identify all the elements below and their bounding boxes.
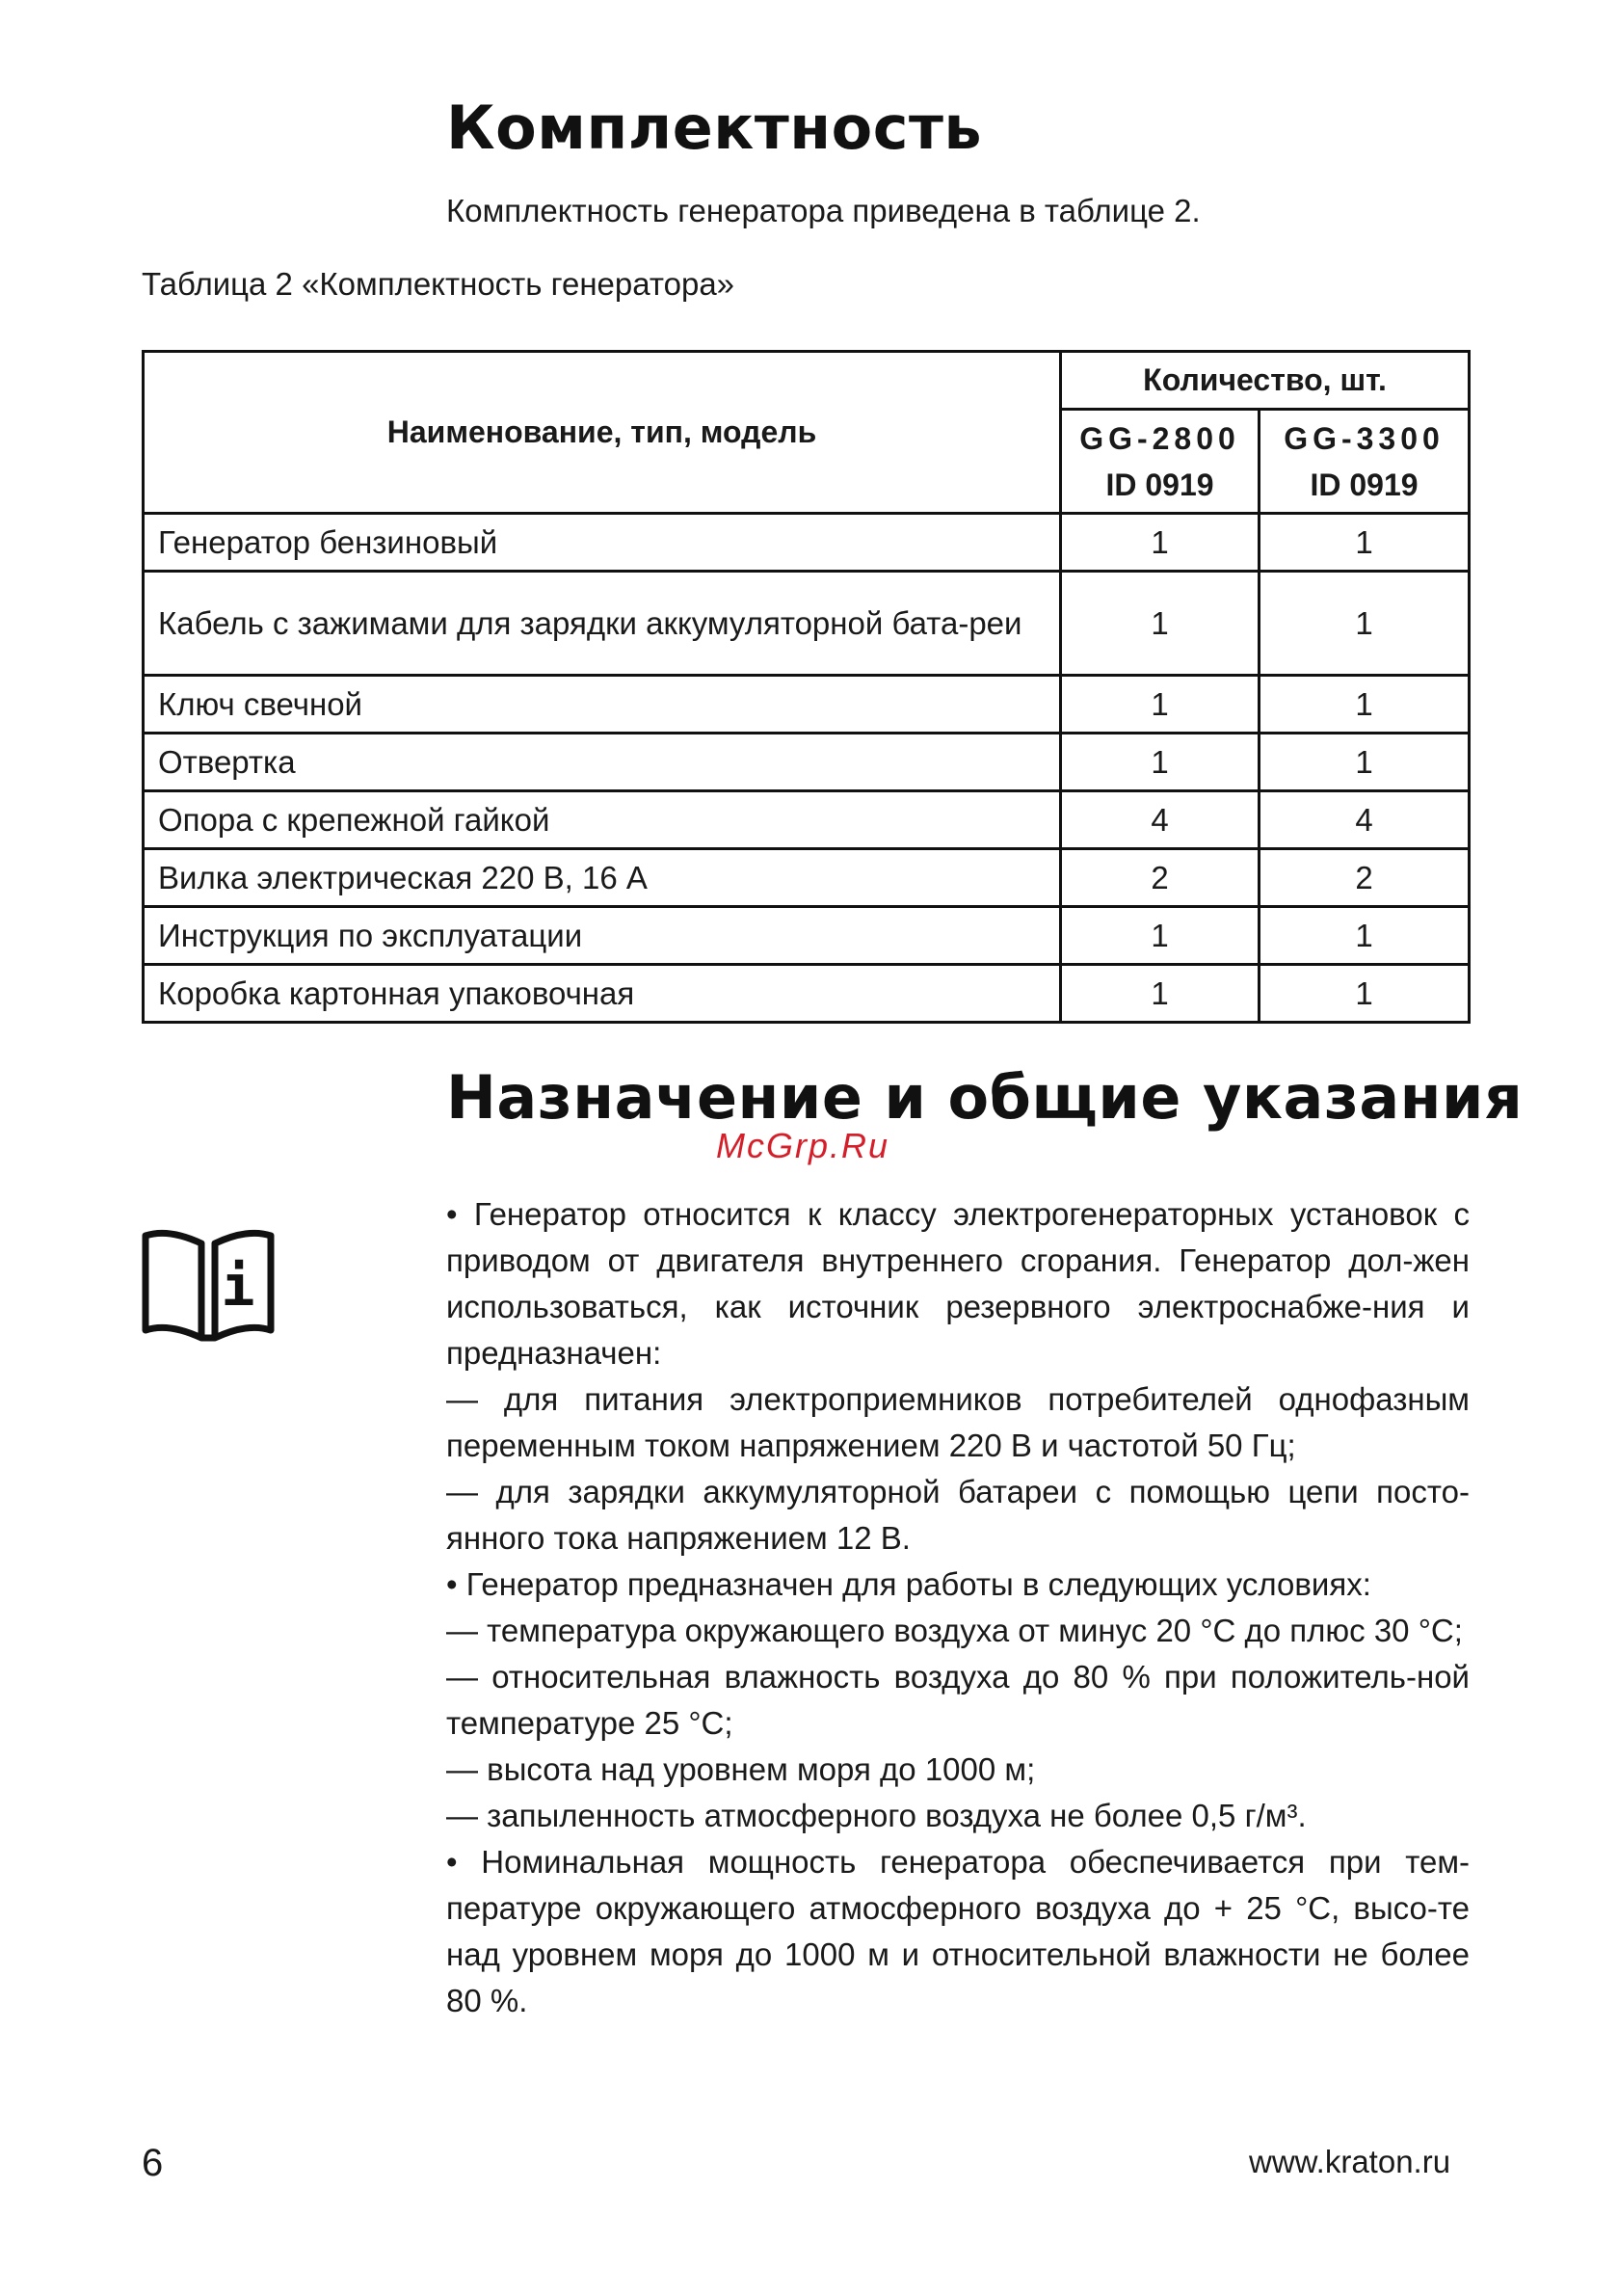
- section-title-completeness: Комплектность: [446, 93, 983, 163]
- row-qty-1: 4: [1061, 791, 1260, 849]
- table-row: [144, 676, 1470, 734]
- paragraph: — для зарядки аккумуляторной батареи с помощью цепи посто-янного тока напряжением 12 В.: [446, 1474, 1470, 1556]
- completeness-table: [142, 350, 1471, 1024]
- paragraph: — высота над уровнем моря до 1000 м;: [446, 1751, 1036, 1787]
- row-qty-1: 1: [1061, 572, 1260, 676]
- row-name: Вилка электрическая 220 В, 16 А: [144, 849, 1061, 907]
- model-1-id: ID 0919: [1105, 467, 1214, 502]
- model-1-code: GG-2800: [1079, 420, 1240, 456]
- model-2-id: ID 0919: [1310, 467, 1419, 502]
- purpose-body: [446, 1191, 1470, 2024]
- table-row: [144, 849, 1470, 907]
- paragraph: • Номинальная мощность генератора обеспечивается при тем-пературе окружающего атмосферного воздуха до + 25 °С, высо-те над уровнем моря до 1000 м и относительной влажности не более 80 %.: [446, 1844, 1470, 2018]
- row-qty-2: 1: [1260, 965, 1470, 1023]
- row-qty-2: 4: [1260, 791, 1470, 849]
- table-row: [144, 572, 1470, 676]
- row-name: Кабель с зажимами для зарядки аккумуляторной бата-реи: [144, 572, 1061, 676]
- row-name: Отвертка: [144, 734, 1061, 791]
- row-name: Опора с крепежной гайкой: [144, 791, 1061, 849]
- table-row: [144, 965, 1470, 1023]
- svg-text:i: i: [221, 1253, 255, 1319]
- row-qty-2: 1: [1260, 907, 1470, 965]
- paragraph: — относительная влажность воздуха до 80 % при положитель-ной температуре 25 °С;: [446, 1659, 1470, 1741]
- row-name: Ключ свечной: [144, 676, 1061, 734]
- model-2-code: GG-3300: [1284, 420, 1445, 456]
- table-row: [144, 791, 1470, 849]
- table-caption: Таблица 2 «Комплектность генератора»: [142, 266, 735, 302]
- website-link[interactable]: www.kraton.ru: [1249, 2144, 1451, 2179]
- row-qty-1: 1: [1061, 965, 1260, 1023]
- header-model-2: [1260, 410, 1470, 514]
- row-name: Инструкция по эксплуатации: [144, 907, 1061, 965]
- paragraph: — температура окружающего воздуха от минус 20 °С до плюс 30 °С;: [446, 1613, 1463, 1648]
- page-number: 6: [142, 2142, 164, 2184]
- row-qty-1: 1: [1061, 907, 1260, 965]
- table-row: [144, 907, 1470, 965]
- row-qty-2: 1: [1260, 572, 1470, 676]
- table-row: [144, 734, 1470, 791]
- paragraph: • Генератор относится к классу электрогенераторных установок с приводом от двигателя внутреннего сгорания. Генератор дол-жен использоваться, как источник резервного электроснабже-ния и предназначен:: [446, 1196, 1470, 1371]
- row-qty-2: 1: [1260, 514, 1470, 572]
- header-model-1: [1061, 410, 1260, 514]
- row-qty-1: 1: [1061, 514, 1260, 572]
- row-qty-2: 1: [1260, 676, 1470, 734]
- paragraph: — для питания электроприемников потребителей однофазным переменным током напряжением 220 В и частотой 50 Гц;: [446, 1381, 1470, 1463]
- row-qty-1: 1: [1061, 676, 1260, 734]
- intro-text: Комплектность генератора приведена в таблице 2.: [446, 193, 1201, 228]
- watermark-text[interactable]: McGrp.Ru: [716, 1126, 890, 1165]
- row-qty-2: 1: [1260, 734, 1470, 791]
- header-name: Наименование, тип, модель: [144, 352, 1061, 514]
- row-name: Коробка картонная упаковочная: [144, 965, 1061, 1023]
- paragraph: — запыленность атмосферного воздуха не более 0,5 г/м³.: [446, 1798, 1307, 1833]
- manual-info-icon: [142, 1226, 275, 1344]
- table-row: [144, 514, 1470, 572]
- row-qty-1: 2: [1061, 849, 1260, 907]
- section-title-purpose: Назначение и общие указания: [446, 1062, 1524, 1133]
- paragraph: • Генератор предназначен для работы в следующих условиях:: [446, 1566, 1371, 1602]
- row-name: Генератор бензиновый: [144, 514, 1061, 572]
- header-quantity: Количество, шт.: [1061, 352, 1470, 410]
- row-qty-1: 1: [1061, 734, 1260, 791]
- row-qty-2: 2: [1260, 849, 1470, 907]
